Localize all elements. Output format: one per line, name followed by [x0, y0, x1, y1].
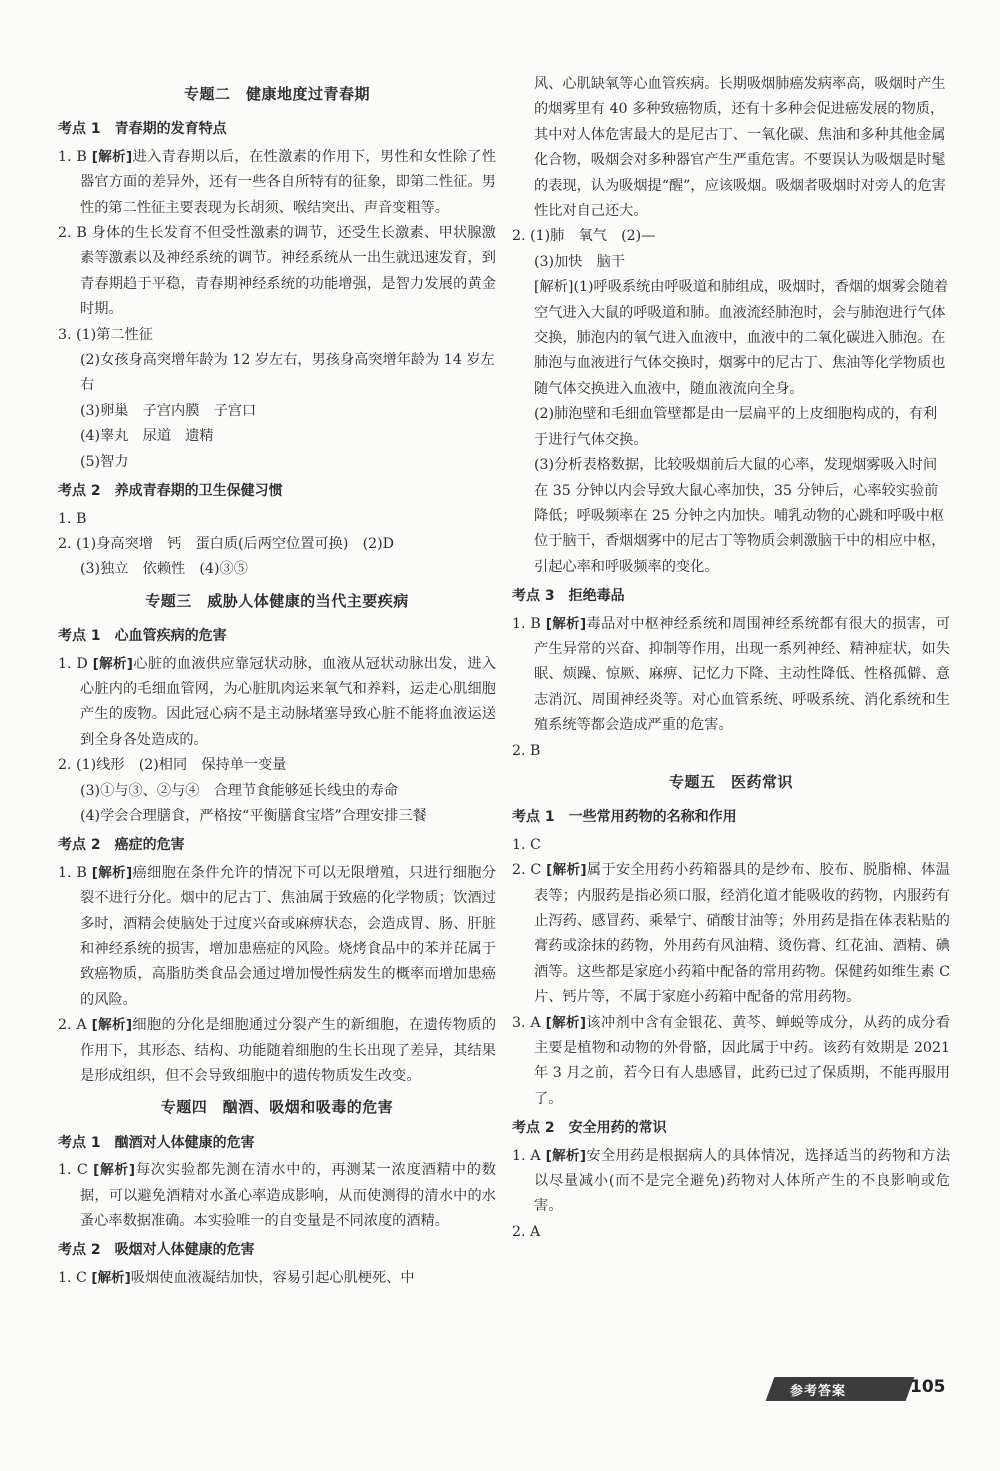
- item-number: 1.: [512, 615, 531, 632]
- answer-choice: B: [530, 742, 541, 759]
- topic-heading: 考点 2 吸烟对人体健康的危害: [58, 1242, 255, 1259]
- topic-heading: 考点 3 拒绝毒品: [512, 588, 625, 605]
- analysis-tag: [解析]: [545, 1147, 587, 1164]
- page-footer: [770, 1375, 946, 1403]
- section-heading: 专题三 威胁人体健康的当代主要疾病: [145, 591, 409, 610]
- answer-subline: (3)①与③、②与④ 合理节食能够延长线虫的寿命: [80, 782, 399, 799]
- answer-choice: A: [76, 1017, 92, 1034]
- left-column: [58, 76, 496, 1291]
- answer-choice: C: [76, 1162, 94, 1179]
- item-number: 1.: [512, 1147, 531, 1164]
- answer-item: [512, 739, 950, 764]
- answer-choice: C: [530, 862, 547, 879]
- section-heading: 专题四 酗酒、吸烟和吸毒的危害: [160, 1098, 394, 1117]
- answer-subline: (2)肺泡壁和毛细血管壁都是由一层扁平的上皮细胞构成的，有利于进行气体交换。: [534, 406, 938, 448]
- answer-text: 吸烟使血液凝结加快，容易引起心肌梗死、中: [130, 1269, 415, 1286]
- analysis-tag: [解析]: [91, 1017, 133, 1034]
- answer-subline: [解析](1)呼吸系统由呼吸道和肺组成，吸烟时，香烟的烟雾会随着空气进入大鼠的呼吸道和肺。血液流经肺泡时，会与肺泡进行气体交换，肺泡内的氧气进入血液中，血液中的二氧化碳进入肺泡。在肺泡与血液进行气体交换时，烟雾中的尼古丁、焦油等化学物质也随气体交换进入血液中，随血液流向全身。: [534, 279, 949, 397]
- topic-heading: 考点 1 心血管疾病的危害: [58, 628, 227, 645]
- answer-item: [512, 1220, 950, 1245]
- item-number: 2.: [512, 742, 531, 759]
- answer-subline: (3)卵巢 子宫内膜 子宫口: [80, 402, 257, 419]
- topic-heading: 考点 2 安全用药的常识: [512, 1120, 667, 1137]
- answer-item: [58, 323, 496, 348]
- answer-item: [512, 1011, 950, 1113]
- answer-text: 毒品对中枢神经系统和周围神经系统都有很大的损害，可产生异常的兴奋、抑制等作用，出现一系列神经、精神症状，如失眠、烦躁、惊厥、麻痹、记忆力下降、主动性降低、性格孤僻、意志消沉、周围神经炎等。对心血管系统、呼吸系统、消化系统和生殖系统等都会造成严重的危害。: [534, 615, 951, 734]
- answer-text: 属于安全用药小药箱器具的是纱布、胶布、脱脂棉、体温表等；内服药是指必须口服，经消化道才能吸收的药物，内服药有止泻药、感冒药、乘晕宁、硝酸甘油等；外用药是指在体表粘贴的膏药或涂抹的药物，外用药有风油精、烫伤膏、红花油、酒精、碘酒等。这些都是家庭小药箱中配备的常用药物。保健药如维生素 C 片、钙片等，不属于家庭小药箱中配备的常用药物。: [534, 862, 950, 1006]
- answer-item: [58, 532, 496, 557]
- answer-text: 细胞的分化是细胞通过分裂产生的新细胞，在遗传物质的作用下，其形态、结构、功能随着细胞的生长出现了差异，其结果是形成组织，但不会导致细胞中的遗传物质发生改变。: [80, 1017, 497, 1085]
- item-number: 1.: [58, 864, 77, 881]
- item-number: 2.: [512, 228, 531, 245]
- answer-text: (1)线形 (2)相同 保持单一变量: [76, 757, 287, 774]
- item-number: 1.: [512, 836, 531, 853]
- analysis-tag: [解析]: [91, 1269, 131, 1286]
- analysis-tag: [解析]: [93, 1162, 136, 1179]
- answer-choice: B: [76, 225, 92, 242]
- answer-choice: A: [530, 1014, 546, 1031]
- item-number: 2.: [512, 1223, 531, 1240]
- item-number: 2.: [512, 862, 531, 879]
- answer-choice: B: [530, 615, 546, 632]
- analysis-tag: [解析]: [92, 655, 133, 672]
- topic-heading: 考点 2 癌症的危害: [58, 837, 185, 854]
- topic-heading: 考点 1 酗酒对人体健康的危害: [58, 1134, 255, 1151]
- topic-heading: 考点 2 养成青春期的卫生保健习惯: [58, 483, 283, 500]
- item-number: 2.: [58, 225, 77, 242]
- answer-choice: B: [76, 510, 87, 527]
- item-number: 2.: [58, 535, 77, 552]
- analysis-tag: [解析]: [546, 862, 587, 879]
- item-number: 1.: [58, 1269, 77, 1286]
- answer-item: [512, 858, 950, 1010]
- analysis-tag: [解析]: [545, 1014, 587, 1031]
- answer-subline: 风、心肌缺氧等心血管疾病。长期吸烟肺癌发病率高，吸烟时产生的烟雾里有 40 多种致癌物质，还有十多种会促进癌发展的物质，其中对人体危害最大的是尼古丁、一氧化碳、焦油和多种其他金属化合物，吸烟会对多种器官产生严重危害。不要误认为吸烟是时髦的表现，认为吸烟提“醒”，应该吸烟。吸烟者吸烟时对旁人的危害性比对自己还大。: [534, 76, 946, 220]
- answer-item: [58, 861, 496, 1013]
- answer-subline: (3)加快 脑干: [534, 253, 626, 270]
- answer-subline: (3)独立 依赖性 (4)③⑤: [80, 561, 248, 578]
- answer-text: 该冲剂中含有金银花、黄芩、蝉蜕等成分，从药的成分看主要是植物和动物的外骨骼，因此属于中药。该药有效期是 2021 年 3 月之前，若今日有人患感冒，此药已过了保质期，不能再服用了。: [534, 1014, 951, 1107]
- answer-item: [58, 507, 496, 532]
- item-number: 2.: [58, 757, 77, 774]
- answer-subline: (2)女孩身高突增年龄为 12 岁左右，男孩身高突增年龄为 14 岁左右: [80, 352, 495, 394]
- answer-choice: B: [76, 864, 92, 881]
- answer-text: 每次实验都先测在清水中的，再测某一浓度酒精中的数据，可以避免酒精对水蚤心率造成影响，从而使测得的清水中的水蚤心率数据准确。本实验唯一的自变量是不同浓度的酒精。: [80, 1162, 496, 1230]
- answer-text: (1)第二性征: [76, 326, 153, 343]
- section-heading: 专题五 医药常识: [668, 772, 793, 791]
- answer-item: [512, 833, 950, 858]
- answer-text: 进入青春期以后，在性激素的作用下，男性和女性除了性器官方面的差异外，还有一些各自所特有的征象，即第二性征。男性的第二性征主要表现为长胡须、喉结突出、声音变粗等。: [80, 148, 497, 216]
- answer-subline: (4)学会合理膳食，严格按“平衡膳食宝塔”合理安排三餐: [80, 807, 427, 824]
- answer-text: (1)肺 氧气 (2)—: [530, 228, 656, 245]
- item-number: 1.: [58, 148, 77, 165]
- page-number: 105: [910, 1377, 946, 1397]
- answer-item: [58, 652, 496, 754]
- answer-item: [512, 1144, 950, 1220]
- analysis-tag: [解析]: [91, 864, 133, 881]
- answer-text: 癌细胞在条件允许的情况下可以无限增殖，只进行细胞分裂不进行分化。烟中的尼古丁、焦油属于致癌的化学物质；饮酒过多时，酒精会使脑处于过度兴奋或麻痹状态，会造成胃、肠、肝脏和神经系统的损害，增加患癌症的风险。烧烤食品中的苯并芘属于致癌物质，高脂肪类食品会通过增加慢性病发生的概率而增加患癌的风险。: [80, 864, 497, 1008]
- answer-choice: B: [76, 148, 92, 165]
- answer-item: [58, 753, 496, 778]
- answer-item: [512, 612, 950, 739]
- right-column: [512, 72, 950, 1245]
- answer-text: 心脏的血液供应靠冠状动脉，血液从冠状动脉出发，进入心脏内的毛细血管网，为心脏肌肉运来氧气和养料，运走心肌细胞产生的废物。因此冠心病不是主动脉堵塞导致心脏不能将血液运送到全身各处造成的。: [80, 655, 496, 748]
- answer-choice: D: [76, 655, 93, 672]
- answer-subline: (4)睾丸 尿道 遗精: [80, 428, 214, 445]
- answer-text: (1)身高突增 钙 蛋白质(后两空位置可换) (2)D: [76, 535, 395, 552]
- answer-choice: A: [530, 1223, 541, 1240]
- answer-item: [512, 224, 950, 249]
- answer-subline: (3)分析表格数据，比较吸烟前后大鼠的心率，发现烟雾吸入时间在 35 分钟以内会导致大鼠心率加快，35 分钟后，心率较实验前降低；呼吸频率在 25 分钟之内加快。哺乳动物的心跳和呼吸中枢位于脑干，香烟烟雾中的尼古丁等物质会刺激脑干中的相应中枢，引起心率和呼吸频率的变化。: [534, 457, 946, 575]
- answer-text: 安全用药是根据病人的具体情况，选择适当的药物和方法以尽量减小(而不是完全避免)药物对人体所产生的不良影响或危害。: [534, 1147, 951, 1215]
- topic-heading: 考点 1 青春期的发育特点: [58, 121, 227, 138]
- item-number: 3.: [512, 1014, 531, 1031]
- analysis-tag: [解析]: [545, 615, 587, 632]
- answer-item: [58, 1013, 496, 1089]
- item-number: 3.: [58, 326, 77, 343]
- answer-choice: A: [530, 1147, 546, 1164]
- answer-item: [58, 221, 496, 323]
- item-number: 1.: [58, 655, 77, 672]
- answer-choice: C: [530, 836, 541, 853]
- answer-item: [58, 145, 496, 221]
- answer-choice: C: [76, 1269, 92, 1286]
- analysis-tag: [解析]: [91, 148, 133, 165]
- footer-label: 参考答案: [790, 1384, 847, 1399]
- answer-subline: (5)智力: [80, 453, 129, 470]
- answer-item: [58, 1266, 496, 1291]
- item-number: 2.: [58, 1017, 77, 1034]
- section-heading: 专题二 健康地度过青春期: [183, 85, 370, 103]
- topic-heading: 考点 1 一些常用药物的名称和作用: [512, 809, 737, 826]
- item-number: 1.: [58, 510, 77, 527]
- answer-item: [58, 1158, 496, 1234]
- answer-text: 身体的生长发育不但受性激素的调节，还受生长激素、甲状腺激素等激素以及神经系统的调节。神经系统从一出生就迅速发育，到青春期趋于平稳，青春期神经系统的功能增强，是智力发展的黄金时期。: [80, 225, 496, 318]
- item-number: 1.: [58, 1162, 77, 1179]
